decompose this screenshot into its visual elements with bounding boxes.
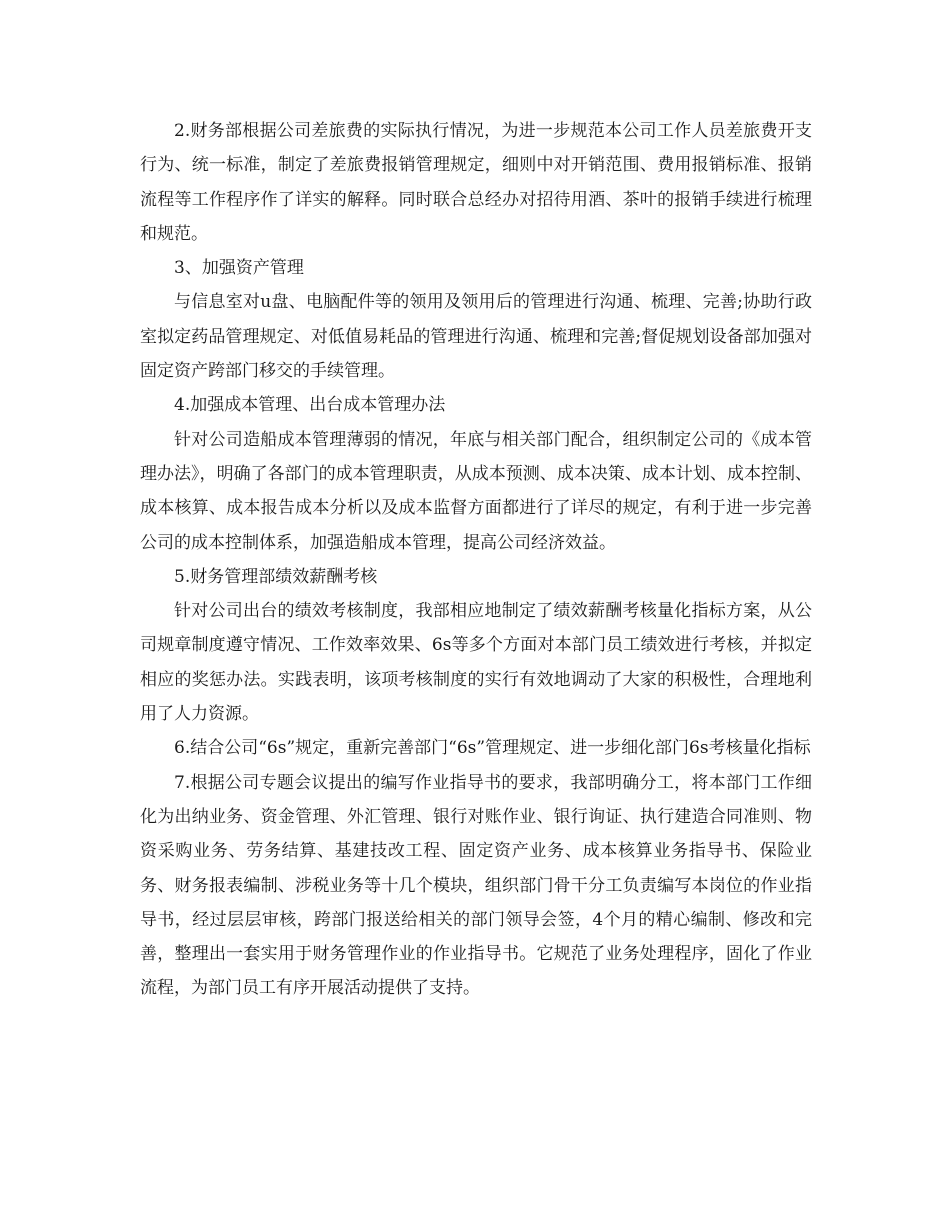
paragraph-6s-rules: 6.结合公司“6s”规定，重新完善部门“6s”管理规定、进一步细化部门6s考核量化指标	[174, 738, 811, 759]
document-body	[140, 114, 812, 1006]
paragraph-cost-management: 针对公司造船成本管理薄弱的情况，年底与相关部门配合，组织制定公司的《成本管理办法》，明确了各部门的成本管理职责，从成本预测、成本决策、成本计划、成本控制、成本核算、成本报告成本分析以及成本监督方面都进行了详尽的规定，有利于进一步完善公司的成本控制体系，加强造船成本管理，提高公司经济效益。	[140, 429, 812, 553]
heading-cost-management: 4.加强成本管理、出台成本管理办法	[174, 395, 446, 416]
heading-asset-management: 3、加强资产管理	[174, 258, 304, 279]
paragraph-travel-expense: 2.财务部根据公司差旅费的实际执行情况，为进一步规范本公司工作人员差旅费开支行为、统一标准，制定了差旅费报销管理规定，细则中对开销范围、费用报销标准、报销流程等工作程序作了详实的解释。同时联合总经办对招待用酒、茶叶的报销手续进行梳理和规范。	[140, 121, 812, 244]
heading-performance-review: 5.财务管理部绩效薪酬考核	[174, 566, 378, 587]
paragraph-work-guide: 7.根据公司专题会议提出的编写作业指导书的要求，我部明确分工，将本部门工作细化为出纳业务、资金管理、外汇管理、银行对账作业、银行询证、执行建造合同准则、物资采购业务、劳务结算、基建技改工程、固定资产业务、成本核算业务指导书、保险业务、财务报表编制、涉税业务等十几个模块，组织部门骨干分工负责编写本岗位的作业指导书，经过层层审核，跨部门报送给相关的部门领导会签，4个月的精心编制、修改和完善，整理出一套实用于财务管理作业的作业指导书。它规范了业务处理程序，固化了作业流程，为部门员工有序开展活动提供了支持。	[140, 772, 812, 999]
paragraph-performance-review: 针对公司出台的绩效考核制度，我部相应地制定了绩效薪酬考核量化指标方案，从公司规章制度遵守情况、工作效率效果、6s等多个方面对本部门员工绩效进行考核，并拟定相应的奖惩办法。实践表明，该项考核制度的实行有效地调动了大家的积极性，合理地利用了人力资源。	[140, 601, 812, 725]
paragraph-asset-management: 与信息室对u盘、电脑配件等的领用及领用后的管理进行沟通、梳理、完善;协助行政室拟定药品管理规定、对低值易耗品的管理进行沟通、梳理和完善;督促规划设备部加强对固定资产跨部门移交的手续管理。	[140, 292, 812, 382]
